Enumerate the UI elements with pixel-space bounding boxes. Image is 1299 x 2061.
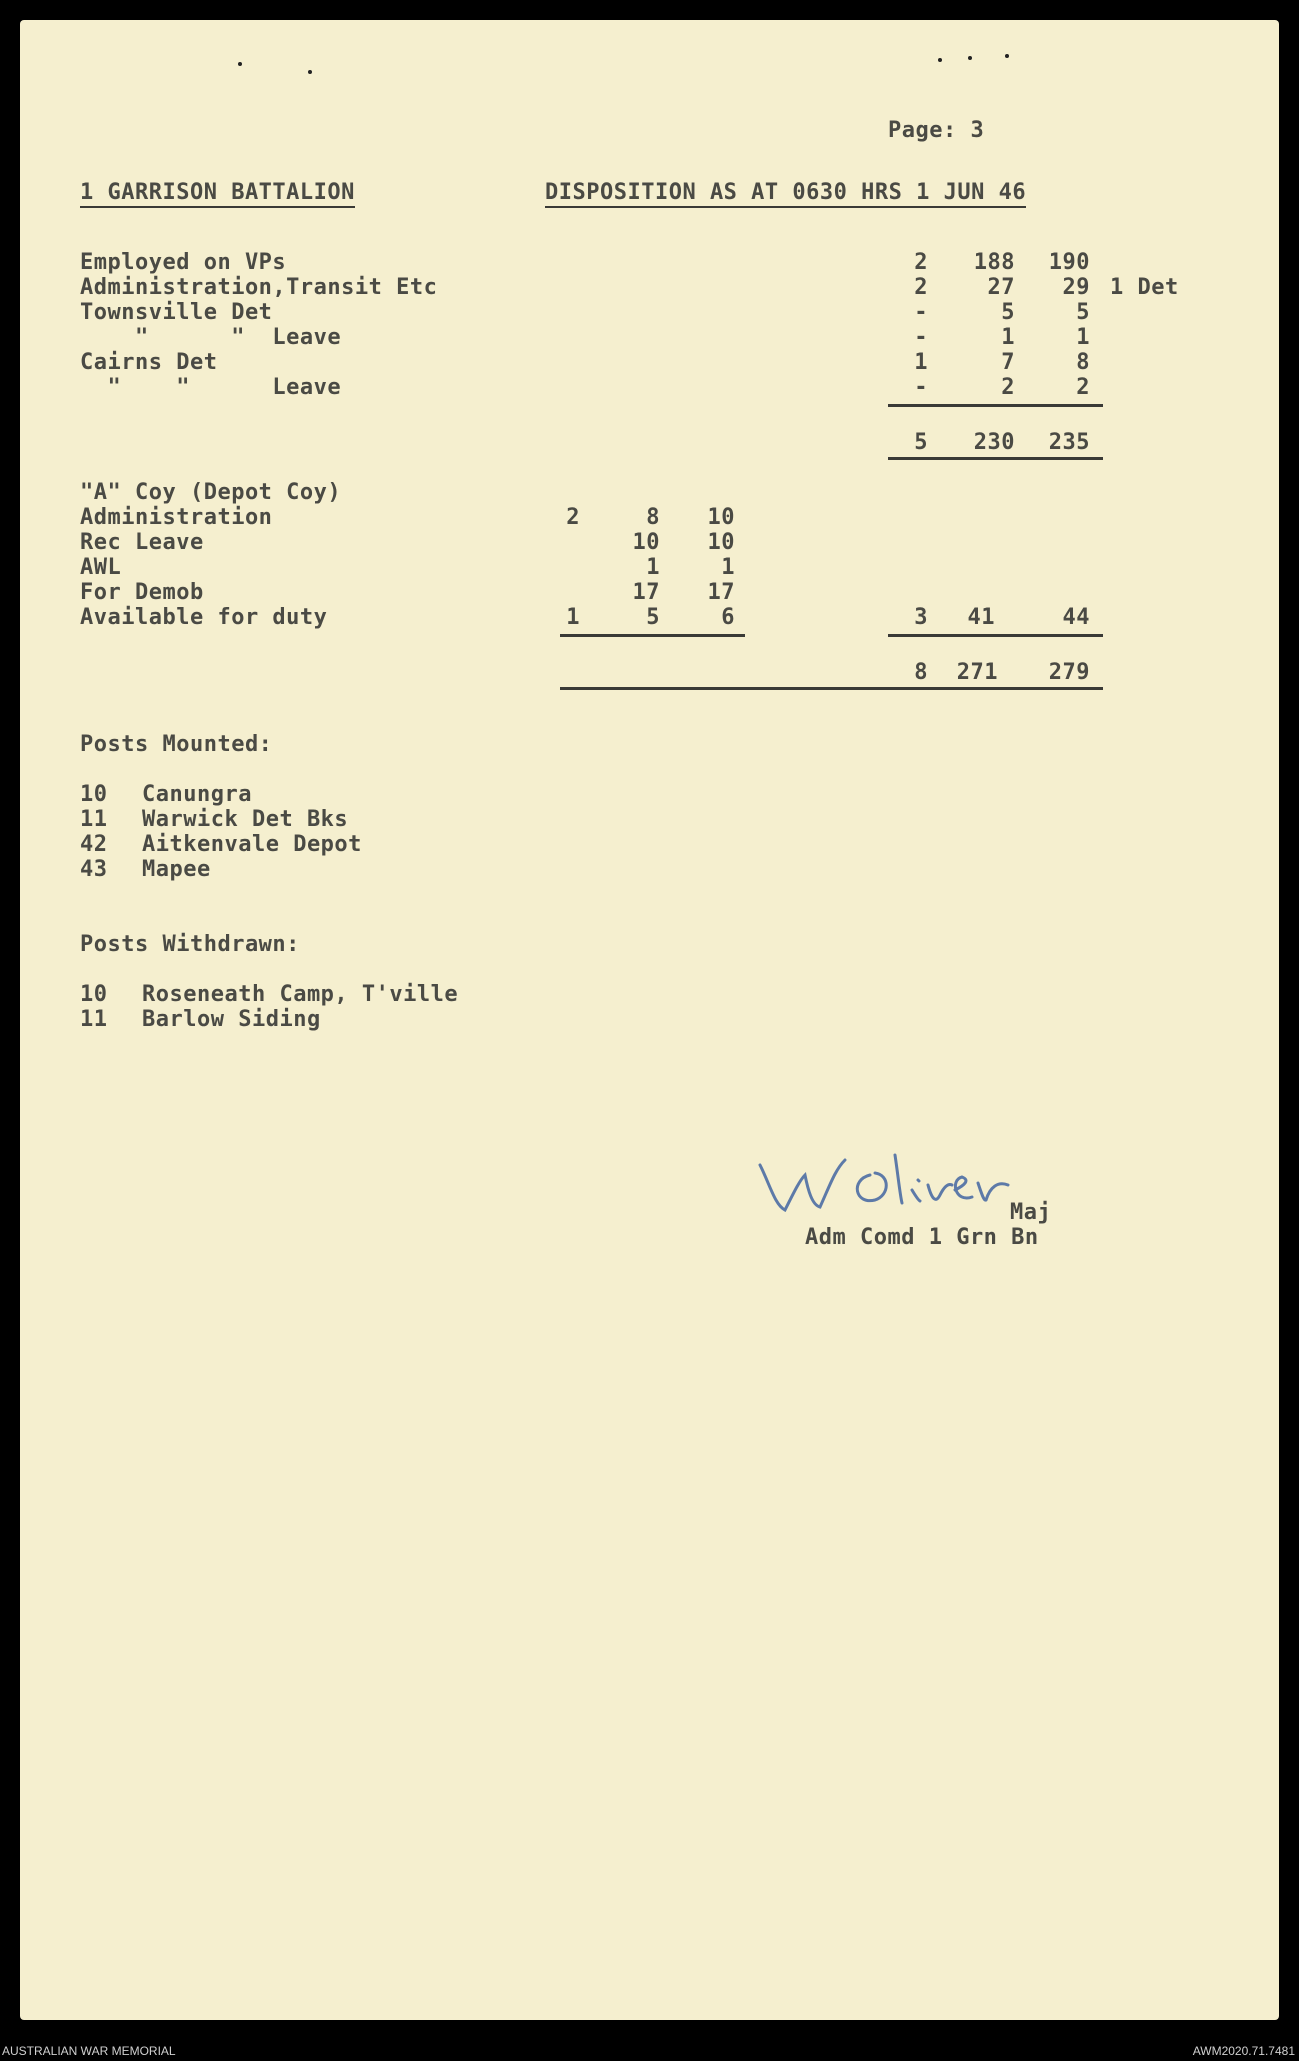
- cell-col-b: 1: [1001, 325, 1015, 350]
- total-col-c: 235: [1048, 430, 1090, 455]
- post-place: Mapee: [142, 857, 211, 882]
- row-label: " " Leave: [80, 325, 342, 350]
- archive-footer: [0, 2041, 1299, 2061]
- unit-title: 1 GARRISON BATTALION: [80, 180, 355, 208]
- row-label: Rec Leave: [80, 530, 204, 555]
- footer-reference: AWM2020.71.7481: [1192, 2044, 1295, 2058]
- cell-col-a: 1: [566, 605, 580, 630]
- speck-mark: [238, 62, 242, 66]
- subtotal-col-a: 3: [914, 605, 928, 630]
- cell-col-c: 190: [1048, 250, 1090, 275]
- post-time: 11: [80, 807, 108, 832]
- cell-col-a: 2: [566, 505, 580, 530]
- post-place: Canungra: [142, 782, 252, 807]
- row-label: For Demob: [80, 580, 204, 605]
- cell-col-a: -: [914, 325, 928, 350]
- section-heading: "A" Coy (Depot Coy): [80, 480, 342, 505]
- cell-col-c: 6: [721, 605, 735, 630]
- total-col-a: 5: [914, 430, 928, 455]
- cell-col-a: 2: [914, 275, 928, 300]
- cell-col-b: 2: [1001, 375, 1015, 400]
- grand-total-col-b: 271: [956, 660, 998, 685]
- post-time: 10: [80, 782, 108, 807]
- post-place: Aitkenvale Depot: [142, 832, 362, 857]
- cell-col-a: -: [914, 375, 928, 400]
- signatory-appointment: Adm Comd 1 Grn Bn: [805, 1225, 1039, 1250]
- column-rule: [560, 634, 745, 637]
- subtotal-rule: [888, 634, 1103, 637]
- cell-col-c: 1: [721, 555, 735, 580]
- cell-col-b: 8: [646, 505, 660, 530]
- cell-col-b: 5: [1001, 300, 1015, 325]
- cell-col-c: 17: [707, 580, 735, 605]
- cell-col-c: 29: [1062, 275, 1090, 300]
- row-label: Employed on VPs: [80, 250, 287, 275]
- speck-mark: [968, 56, 972, 60]
- total-col-b: 230: [973, 430, 1015, 455]
- speck-mark: [938, 58, 942, 62]
- section-heading: Posts Withdrawn:: [80, 932, 300, 957]
- cell-col-c: 10: [707, 530, 735, 555]
- post-time: 42: [80, 832, 108, 857]
- subtotal-col-b: 41: [967, 605, 995, 630]
- post-time: 11: [80, 1007, 108, 1032]
- row-label: Cairns Det: [80, 350, 218, 375]
- cell-col-b: 10: [632, 530, 660, 555]
- cell-col-b: 27: [987, 275, 1015, 300]
- post-place: Roseneath Camp, T'ville: [142, 982, 459, 1007]
- document-page: [20, 20, 1279, 2020]
- cell-col-b: 1: [646, 555, 660, 580]
- post-time: 10: [80, 982, 108, 1007]
- row-label: AWL: [80, 555, 122, 580]
- page-number: Page: 3: [888, 118, 985, 143]
- post-place: Warwick Det Bks: [142, 807, 349, 832]
- total-rule: [888, 457, 1103, 460]
- cell-col-a: -: [914, 300, 928, 325]
- subtotal-col-c: 44: [1062, 605, 1090, 630]
- speck-mark: [308, 70, 312, 74]
- post-place: Barlow Siding: [142, 1007, 321, 1032]
- signatory-rank: Maj: [1010, 1200, 1052, 1225]
- disposition-title: DISPOSITION AS AT 0630 HRS 1 JUN 46: [545, 180, 1026, 208]
- section-heading: Posts Mounted:: [80, 732, 273, 757]
- footer-institution: AUSTRALIAN WAR MEMORIAL: [2, 2044, 176, 2058]
- cell-col-c: 1: [1076, 325, 1090, 350]
- cell-col-a: 1: [914, 350, 928, 375]
- cell-col-c: 10: [707, 505, 735, 530]
- cell-col-c: 2: [1076, 375, 1090, 400]
- grand-total-col-a: 8: [914, 660, 928, 685]
- cell-col-c: 5: [1076, 300, 1090, 325]
- cell-col-b: 17: [632, 580, 660, 605]
- row-label: Administration,Transit Etc: [80, 275, 438, 300]
- grand-total-col-c: 279: [1048, 660, 1090, 685]
- post-time: 43: [80, 857, 108, 882]
- cell-col-b: 188: [973, 250, 1015, 275]
- cell-col-b: 7: [1001, 350, 1015, 375]
- row-label: Administration: [80, 505, 273, 530]
- row-note: 1 Det: [1110, 275, 1179, 300]
- row-label: Available for duty: [80, 605, 328, 630]
- cell-col-b: 5: [646, 605, 660, 630]
- row-label: Townsville Det: [80, 300, 273, 325]
- subtotal-rule: [888, 404, 1103, 407]
- cell-col-c: 8: [1076, 350, 1090, 375]
- grand-total-rule: [560, 687, 1103, 690]
- row-label: " " Leave: [80, 375, 342, 400]
- cell-col-a: 2: [914, 250, 928, 275]
- speck-mark: [1005, 54, 1009, 58]
